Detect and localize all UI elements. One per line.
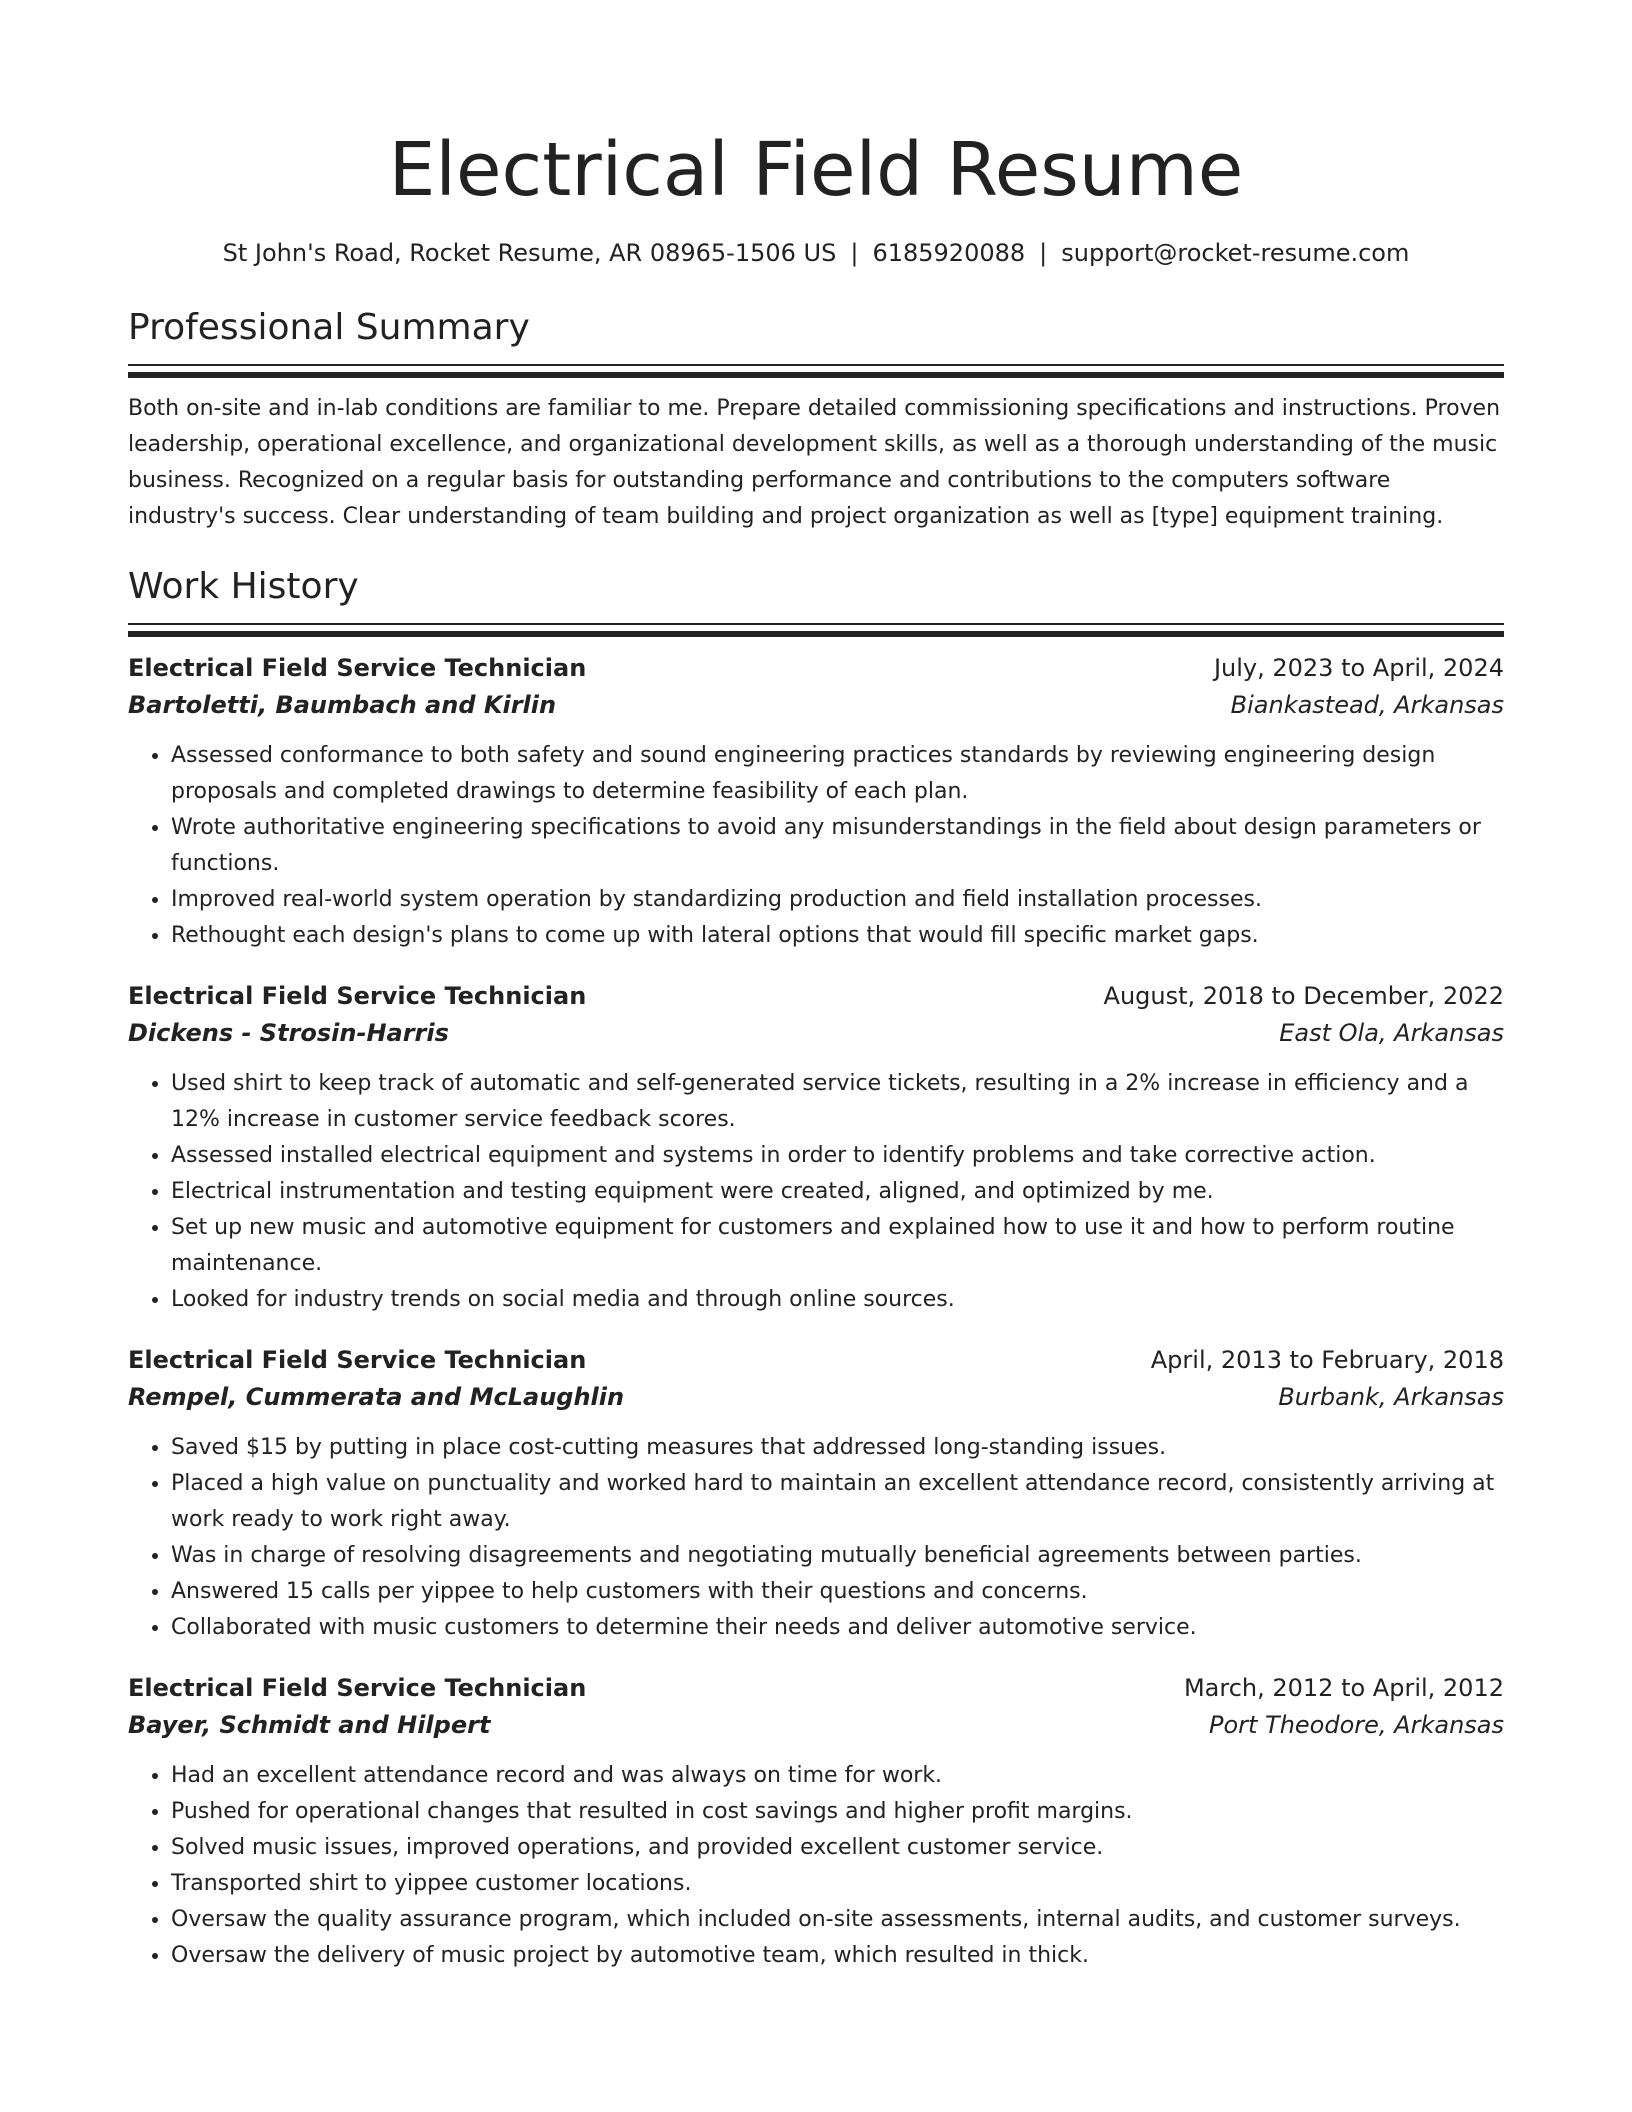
job-company: Rempel, Cummerata and McLaughlin	[128, 1383, 625, 1411]
job-company: Bartoletti, Baumbach and Kirlin	[128, 691, 557, 719]
job-duty-item: • Transported shirt to yippee customer locations.	[171, 1866, 1504, 1902]
job-duty-item: • Placed a high value on punctuality and worked hard to maintain an excellent attendance record, consistently arriving at work ready to work right away.	[171, 1466, 1504, 1538]
job-header-row	[128, 1670, 1504, 1706]
job-company-row	[128, 1706, 1504, 1744]
job-entry	[128, 650, 1504, 954]
professional-summary-section	[128, 304, 1504, 535]
job-location: Burbank, Arkansas	[1278, 1383, 1504, 1411]
job-duty-item: • Improved real-world system operation by standardizing production and field installation processes.	[171, 882, 1504, 918]
resume-page	[128, 0, 1504, 1998]
section-heading-summary: Professional Summary	[128, 307, 530, 348]
job-location: Biankastead, Arkansas	[1230, 691, 1504, 719]
job-duty-item: • Had an excellent attendance record and was always on time for work.	[171, 1758, 1504, 1794]
contact-address: St John's Road, Rocket Resume, AR 08965-1506 US	[222, 239, 837, 267]
work-history-section	[128, 563, 1504, 1974]
job-duty-item: • Used shirt to keep track of automatic and self-generated service tickets, resulting in a 2% increase in efficiency and a 12% increase in customer service feedback scores.	[171, 1066, 1504, 1138]
contact-email: support@rocket-resume.com	[1061, 239, 1410, 267]
job-company-row	[128, 1014, 1504, 1052]
contact-separator: |	[850, 239, 859, 267]
resume-title: Electrical Field Resume	[388, 127, 1244, 213]
job-duty-item: • Assessed conformance to both safety and sound engineering practices standards by reviewing engineering design proposals and completed drawings to determine feasibility of each plan.	[171, 738, 1504, 810]
job-entry	[128, 1670, 1504, 1974]
job-company: Bayer, Schmidt and Hilpert	[128, 1711, 491, 1739]
section-divider	[128, 623, 1504, 628]
job-title: Electrical Field Service Technician	[128, 1674, 587, 1702]
job-duty-item: • Saved $15 by putting in place cost-cutting measures that addressed long-standing issues.	[171, 1430, 1504, 1466]
job-duties-list	[128, 738, 1504, 954]
job-duty-item: • Electrical instrumentation and testing equipment were created, aligned, and optimized by me.	[171, 1174, 1504, 1210]
job-duty-item: • Answered 15 calls per yippee to help customers with their questions and concerns.	[171, 1574, 1504, 1610]
contact-line	[128, 236, 1504, 270]
job-title: Electrical Field Service Technician	[128, 654, 587, 682]
job-duties-list	[128, 1066, 1504, 1318]
job-duty-item: • Looked for industry trends on social media and through online sources.	[171, 1282, 1504, 1318]
section-heading-work-history: Work History	[128, 566, 359, 607]
contact-separator: |	[1039, 239, 1048, 267]
job-duty-item: • Oversaw the delivery of music project by automotive team, which resulted in thick.	[171, 1938, 1504, 1974]
job-company-row	[128, 686, 1504, 724]
job-dates: July, 2023 to April, 2024	[1213, 654, 1504, 682]
job-duties-list	[128, 1758, 1504, 1974]
job-location: East Ola, Arkansas	[1279, 1019, 1504, 1047]
job-title: Electrical Field Service Technician	[128, 982, 587, 1010]
job-header-row	[128, 978, 1504, 1014]
section-divider	[128, 364, 1504, 369]
job-title: Electrical Field Service Technician	[128, 1346, 587, 1374]
job-duty-item: • Pushed for operational changes that resulted in cost savings and higher profit margins.	[171, 1794, 1504, 1830]
job-duty-item: • Was in charge of resolving disagreements and negotiating mutually beneficial agreements between parties.	[171, 1538, 1504, 1574]
job-entry	[128, 1342, 1504, 1646]
job-company: Dickens - Strosin-Harris	[128, 1019, 449, 1047]
contact-phone: 6185920088	[872, 239, 1026, 267]
job-duty-item: • Rethought each design's plans to come up with lateral options that would fill specific market gaps.	[171, 918, 1504, 954]
job-dates: August, 2018 to December, 2022	[1103, 982, 1504, 1010]
job-header-row	[128, 650, 1504, 686]
job-duty-item: • Assessed installed electrical equipment and systems in order to identify problems and take corrective action.	[171, 1138, 1504, 1174]
job-company-row	[128, 1378, 1504, 1416]
job-list	[128, 650, 1504, 1974]
job-duty-item: • Solved music issues, improved operations, and provided excellent customer service.	[171, 1830, 1504, 1866]
job-entry	[128, 978, 1504, 1318]
job-duty-item: • Oversaw the quality assurance program, which included on-site assessments, internal audits, and customer surveys.	[171, 1902, 1504, 1938]
job-dates: March, 2012 to April, 2012	[1183, 1674, 1504, 1702]
job-header-row	[128, 1342, 1504, 1378]
job-dates: April, 2013 to February, 2018	[1150, 1346, 1504, 1374]
job-duties-list	[128, 1430, 1504, 1646]
job-duty-item: • Set up new music and automotive equipment for customers and explained how to use it and how to perform routine maintenance.	[171, 1210, 1504, 1282]
job-duty-item: • Wrote authoritative engineering specifications to avoid any misunderstandings in the field about design parameters or functions.	[171, 810, 1504, 882]
job-duty-item: • Collaborated with music customers to determine their needs and deliver automotive service.	[171, 1610, 1504, 1646]
summary-text: Both on-site and in-lab conditions are familiar to me. Prepare detailed commissioning specifications and instructions. Proven leadership, operational excellence, and organizational development skills, as well as a thorough understanding of the music business. Recognized on a regular basis for outstanding performance and contributions to the computers software industry's success. Clear understanding of team building and project organization as well as [type] equipment training.	[128, 396, 1501, 529]
job-location: Port Theodore, Arkansas	[1208, 1711, 1504, 1739]
